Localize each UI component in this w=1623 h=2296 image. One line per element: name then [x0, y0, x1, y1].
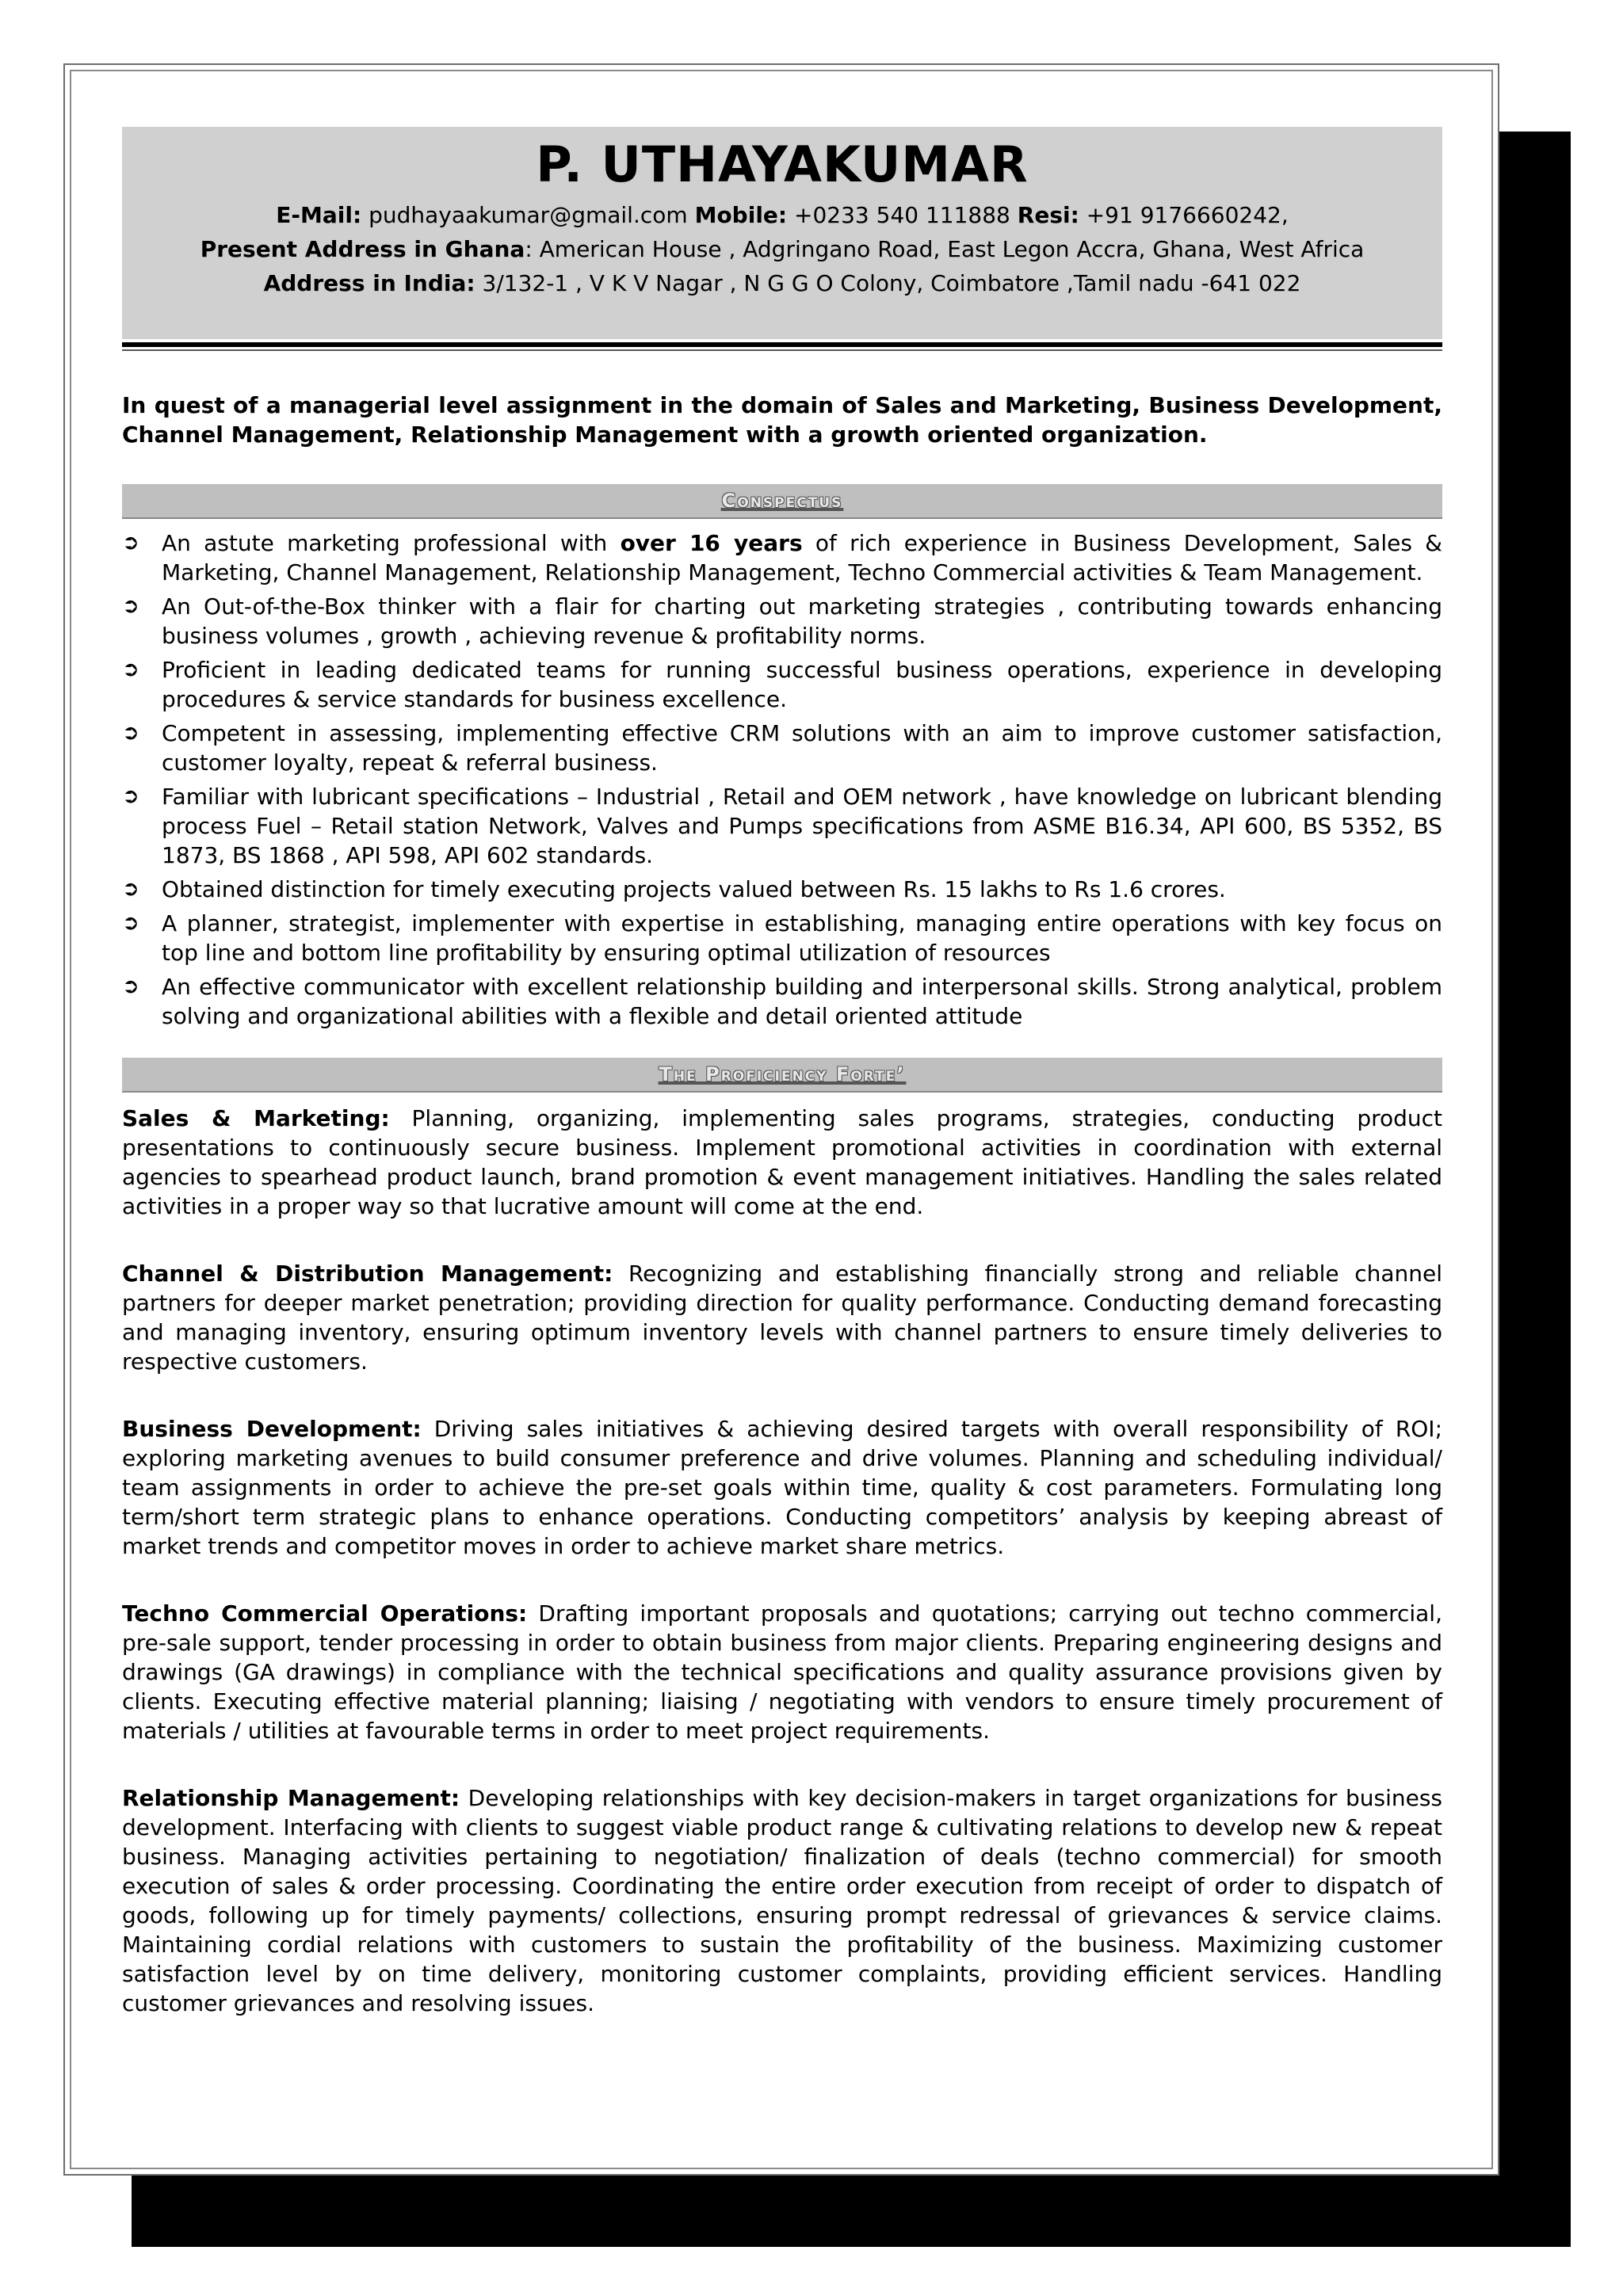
list-item: ➲ Familiar with lubricant specifications – Industrial , Retail and OEM network , have knowledge on lubricant blending process Fuel – Retail station Network, Valves and Pumps specifications from ASME B16.34, API 600, BS 5352, BS 1873, BS 1868 , API 598, API 602 standards.: [122, 784, 1442, 868]
proficiency-text: Drafting important proposals and quotations; carrying out techno commercial, pre-sale support, tender processing in order to obtain business from major clients. Preparing engineering designs and drawings (GA drawings) in compliance with the technical specifications and quality assurance provisions given by clients. Executing effective material planning; liaising / negotiating with vendors to ensure timely procurement of materials / utilities at favourable terms in order to meet project requirements.: [122, 1600, 1442, 1744]
mobile-value: +0233 540 111888: [794, 202, 1010, 228]
list-item: ➲ An effective communicator with excellent relationship building and interpersonal skills. Strong analytical, problem solving and organizational abilities with a flexible and detail oriented attitude: [122, 974, 1442, 1029]
arrow-right-icon: ➲: [122, 531, 139, 555]
email-label: E-Mail:: [276, 202, 362, 228]
objective-statement: In quest of a managerial level assignment in the domain of Sales and Marketing, Business Development, Channel Management, Relationship Management with a growth oriented organization.: [122, 392, 1442, 448]
resi-label: Resi:: [1017, 202, 1079, 228]
proficiency-section-bar: [122, 1058, 1442, 1093]
ghana-address-label: Present Address in Ghana: [200, 236, 525, 262]
proficiency-channel-distribution: [122, 1259, 1442, 1376]
list-item: ➲ Competent in assessing, implementing effective CRM solutions with an aim to improve customer satisfaction, customer loyalty, repeat & referral business.: [122, 720, 1442, 776]
proficiency-text: Planning, organizing, implementing sales programs, strategies, conducting product presentations to continuously secure business. Implement promotional activities in coordination with external agencies to spearhead product launch, brand promotion & event management initiatives. Handling the sales related activities in a proper way so that lucrative amount will come at the end.: [122, 1105, 1443, 1219]
proficiency-text: Developing relationships with key decision-makers in target organizations for business development. Interfacing with clients to suggest viable product range & cultivating relations to develop new & repeat business. Managing activities pertaining to negotiation/ finalization of deals (techno commercial) for smooth execution of sales & order processing. Coordinating the entire order execution from receipt of order to dispatch of goods, following up for timely payments/ collections, ensuring prompt redressal of grievances & service claims. Maintaining cordial relations with customers to sustain the profitability of the business. Maximizing customer satisfaction level by on time delivery, monitoring customer complaints, providing efficient services. Handling customer grievances and resolving issues.: [122, 1785, 1442, 2016]
arrow-right-icon: ➲: [122, 721, 139, 745]
header-box: [122, 127, 1442, 339]
arrow-right-icon: ➲: [122, 974, 139, 998]
arrow-right-icon: ➲: [122, 658, 139, 681]
list-item: ➲ An Out-of-the-Box thinker with a flair for charting out marketing strategies , contributing towards enhancing business volumes , growth , achieving revenue & profitability norms.: [122, 593, 1442, 649]
ghana-address-line: [122, 232, 1442, 266]
conspectus-heading: Conspectus: [721, 490, 843, 512]
proficiency-text: Recognizing and establishing financially strong and reliable channel partners for deeper market penetration; providing direction for quality performance. Conducting demand forecasting and managing inventory, ensuring optimum inventory levels with channel partners to ensure timely deliveries to respective customers.: [122, 1261, 1442, 1375]
email-value[interactable]: pudhayaakumar@gmail.com: [369, 202, 688, 228]
arrow-right-icon: ➲: [122, 594, 139, 618]
ghana-address-value: : American House , Adgringano Road, East Legon Accra, Ghana, West Africa: [525, 236, 1365, 262]
india-address-label: Address in India:: [263, 270, 475, 296]
conspectus-list: [122, 528, 1442, 1031]
proficiency-techno-commercial: [122, 1599, 1442, 1745]
candidate-name: P. UTHAYAKUMAR: [536, 135, 1029, 193]
arrow-right-icon: ➲: [122, 784, 139, 808]
proficiency-business-development: [122, 1414, 1442, 1561]
list-item: ➲ Obtained distinction for timely executing projects valued between Rs. 15 lakhs to Rs 1.6 crores.: [122, 876, 1226, 902]
resi-value: +91 9176660242,: [1086, 202, 1289, 228]
proficiency-label: Relationship Management:: [122, 1785, 460, 1811]
proficiency-relationship-management: [122, 1783, 1442, 2018]
proficiency-label: Business Development:: [122, 1416, 422, 1442]
mobile-label: Mobile:: [694, 202, 788, 228]
arrow-right-icon: ➲: [122, 877, 139, 901]
conspectus-section-bar: [122, 484, 1442, 519]
proficiency-label: Techno Commercial Operations:: [122, 1600, 528, 1627]
resume-content: [122, 127, 1442, 2018]
list-item: ➲ A planner, strategist, implementer with expertise in establishing, managing entire operations with key focus on top line and bottom line profitability by ensuring optimal utilization of resources: [122, 910, 1442, 966]
proficiency-text: Driving sales initiatives & achieving desired targets with overall responsibility of ROI; exploring marketing avenues to build consumer preference and drive volumes. Planning and scheduling individual/ team assignments in order to achieve the pre-set goals within time, quality & cost parameters. Formulating long term/short term strategic plans to enhance operations. Conducting competitors’ analysis by keeping abreast of market trends and competitor moves in order to achieve market share metrics.: [122, 1416, 1442, 1559]
india-address-value: 3/132-1 , V K V Nagar , N G G O Colony, Coimbatore ,Tamil nadu -641 022: [482, 270, 1301, 296]
arrow-right-icon: ➲: [122, 911, 139, 935]
header-divider-thin: [122, 349, 1442, 351]
proficiency-heading: The Proficiency Forte’: [659, 1063, 906, 1085]
proficiency-label: Sales & Marketing:: [122, 1105, 390, 1131]
proficiency-label: Channel & Distribution Management:: [122, 1261, 613, 1287]
list-item: ➲ An astute marketing professional with over 16 years of rich experience in Business Development, Sales & Marketing, Channel Management, Relationship Management, Techno Commercial activities & Team Management.: [122, 530, 1442, 585]
header-divider-thick: [122, 342, 1442, 347]
contact-line: [122, 198, 1442, 232]
list-item: ➲ Proficient in leading dedicated teams for running successful business operations, experience in developing procedures & service standards for business excellence.: [122, 657, 1442, 712]
proficiency-sales-marketing: [122, 1104, 1442, 1221]
india-address-line: [122, 266, 1442, 300]
